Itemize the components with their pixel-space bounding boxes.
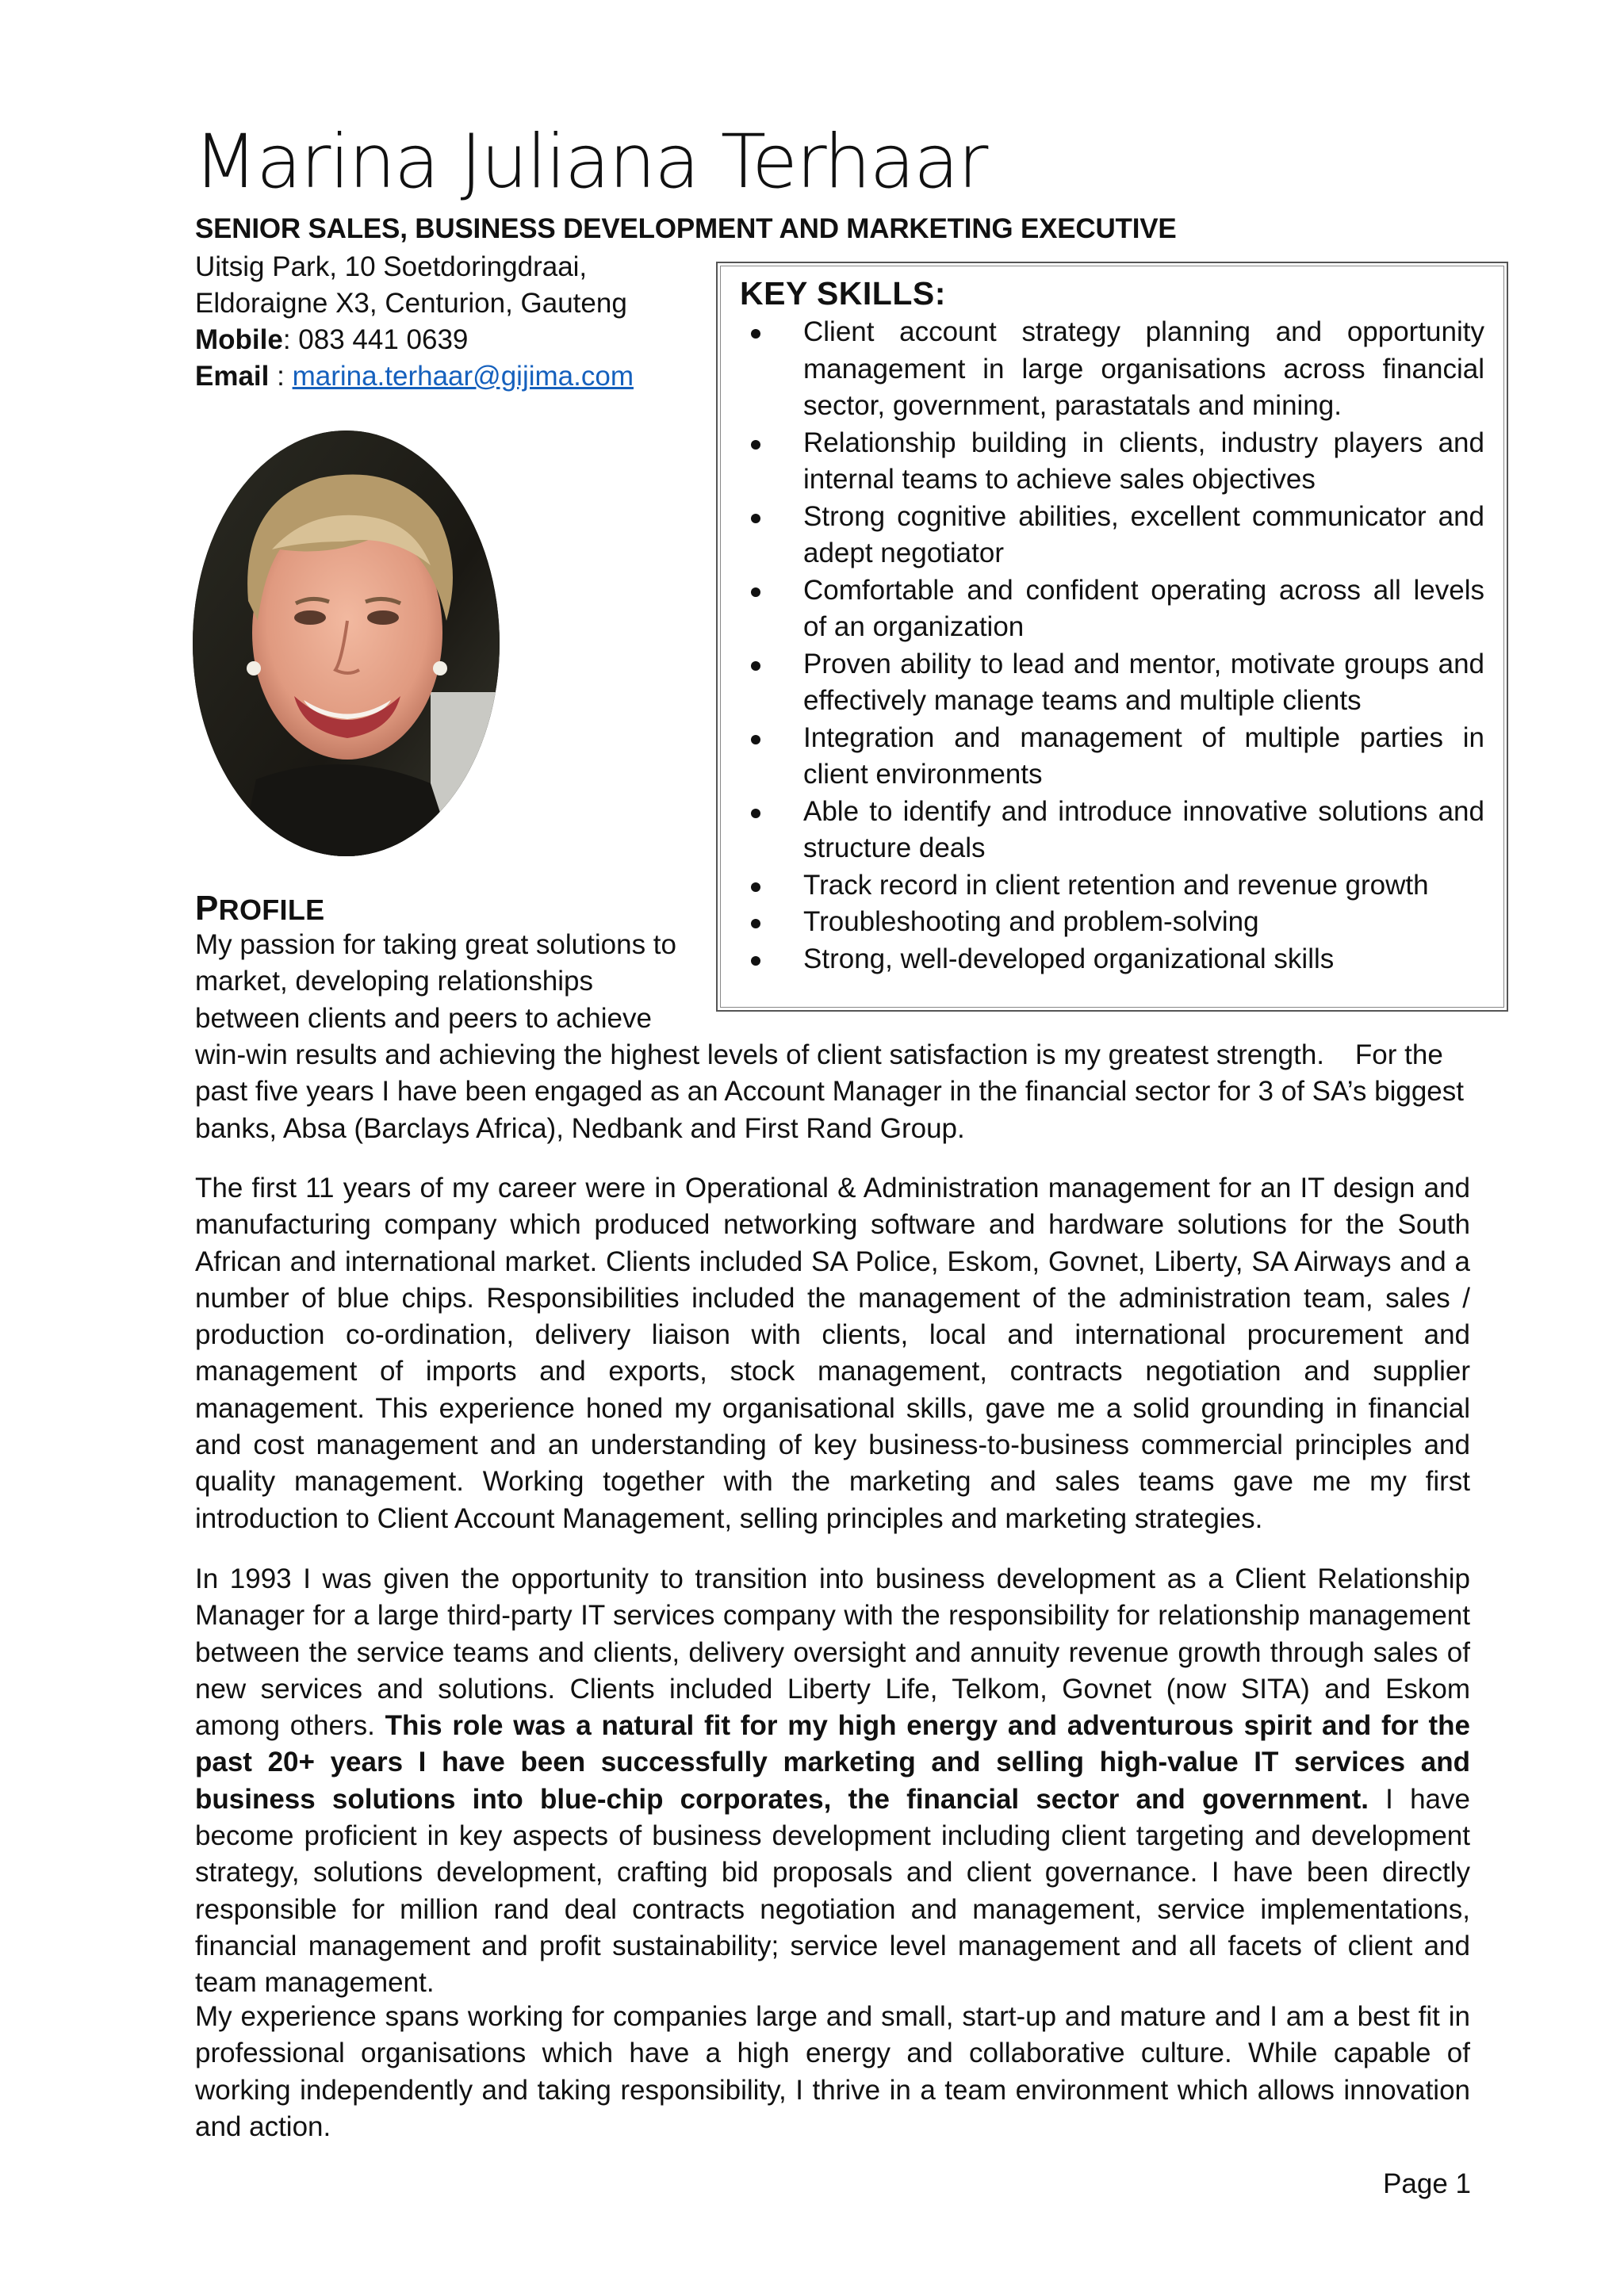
address-line-1: Uitsig Park, 10 Soetdoringdraai, xyxy=(195,251,588,282)
mobile-line xyxy=(195,322,703,358)
skill-item: Troubleshooting and problem-solving xyxy=(740,904,1484,941)
mobile-label: Mobile xyxy=(195,324,283,355)
profile-line: past five years I have been engaged as an Account Manager in the financial sector for 3 of SA’s biggest xyxy=(195,1076,1464,1108)
profile-line: banks, Absa (Barclays Africa), Nedbank and First Rand Group. xyxy=(195,1112,965,1144)
profile-intro-wide xyxy=(195,1037,1480,1147)
page-number: Page 1 xyxy=(1383,2168,1471,2199)
mobile-number: : 083 441 0639 xyxy=(282,324,469,355)
contact-block xyxy=(195,249,703,395)
email-link[interactable]: marina.terhaar@gijima.com xyxy=(292,361,634,392)
address-line-2: Eldoraigne X3, Centurion, Gauteng xyxy=(195,288,627,319)
career-paragraph-3: My experience spans working for companies large and small, start-up and mature and I am a best fit in professional organisations which have a high energy and collaborative culture. While capable of working independently and taking responsibility, I thrive in a team environment which allows innovation and action. xyxy=(195,2001,1470,2142)
skill-item: Relationship building in clients, industry players and internal teams to achieve sales objectives xyxy=(740,425,1484,499)
portrait-illustration xyxy=(193,430,500,856)
skill-item: Integration and management of multiple parties in client environments xyxy=(740,720,1484,794)
skill-item: Proven ability to lead and mentor, motivate groups and effectively manage teams and multiple clients xyxy=(740,646,1484,720)
profile-heading-rest: ROFILE xyxy=(218,894,325,926)
para2-end: I have become proficient in key aspects of business development including client targeting and development strategy, solutions development, crafting bid proposals and client governance. I have been directly responsible for million rand deal contracts negotiation and management, service implementations, financial management and profit sustainability; service level management and all facets of client and team management. xyxy=(195,1783,1470,1999)
para2-start: In 1993 I was given the opportunity to transition into business development as a Client Relationship Manager for a large third-party IT services company with the responsibility for relationship management between the service teams and clients, delivery oversight and annuity revenue growth through sales of new services and solutions. Clients included Liberty Life, Telkom, Govnet (now SITA) and Eskom among others. xyxy=(195,1563,1470,1742)
profile-intro-narrow xyxy=(195,927,703,1037)
career-paragraph-2 xyxy=(195,1561,1470,2002)
candidate-name: Marina Juliana Terhaar xyxy=(193,119,987,205)
profile-heading xyxy=(195,891,324,928)
profile-line: My passion for taking great solutions to xyxy=(195,929,676,960)
skill-item: Strong, well-developed organizational skills xyxy=(740,941,1484,978)
key-skills-box xyxy=(716,262,1508,1012)
profile-heading-initial: P xyxy=(195,889,219,928)
profile-line: between clients and peers to achieve xyxy=(195,1002,652,1034)
profile-line: market, developing relationships xyxy=(195,966,593,997)
skill-item: Comfortable and confident operating across all levels of an organization xyxy=(740,572,1484,646)
key-skills-list xyxy=(740,314,1484,978)
skill-item: Strong cognitive abilities, excellent communicator and adept negotiator xyxy=(740,499,1484,572)
key-skills-title: KEY SKILLS: xyxy=(740,275,946,312)
skill-item: Client account strategy planning and opportunity management in large organisations across financial sector, government, parastatals and mining. xyxy=(740,314,1484,425)
email-line xyxy=(195,358,703,395)
career-paragraph-1: The first 11 years of my career were in Operational & Administration management for an IT design and manufacturing company which produced networking software and hardware solutions for the South African and international market. Clients included SA Police, Eskom, Govnet, Liberty, SA Airways and a number of blue chips. Responsibilities included the management of the administration team, sales / production co-ordination, delivery liaison with clients, local and international procurement and management of imports and exports, stock management, contracts negotiation and supplier management. This experience honed my organisational skills, gave me a solid grounding in financial and cost management and an understanding of key business-to-business commercial principles and quality management. Working together with the marketing and sales teams gave me my first introduction to Client Account Management, selling principles and marketing strategies. xyxy=(195,1173,1470,1534)
email-separator: : xyxy=(269,361,293,392)
profile-line: win-win results and achieving the highest levels of client satisfaction is my greatest strength. For the xyxy=(195,1039,1443,1070)
skill-item: Track record in client retention and revenue growth xyxy=(740,867,1484,905)
profile-photo xyxy=(193,430,500,856)
skill-item: Able to identify and introduce innovative solutions and structure deals xyxy=(740,794,1484,867)
job-title: SENIOR SALES, BUSINESS DEVELOPMENT AND MARKETING EXECUTIVE xyxy=(195,213,1177,244)
para2-highlight: This role was a natural fit for my high energy and adventurous spirit and for the past 20+ years I have been successfully marketing and selling high-value IT services and business solutions into blue-chip corporates, the financial sector and government. xyxy=(195,1710,1470,1815)
email-label: Email xyxy=(195,361,270,392)
